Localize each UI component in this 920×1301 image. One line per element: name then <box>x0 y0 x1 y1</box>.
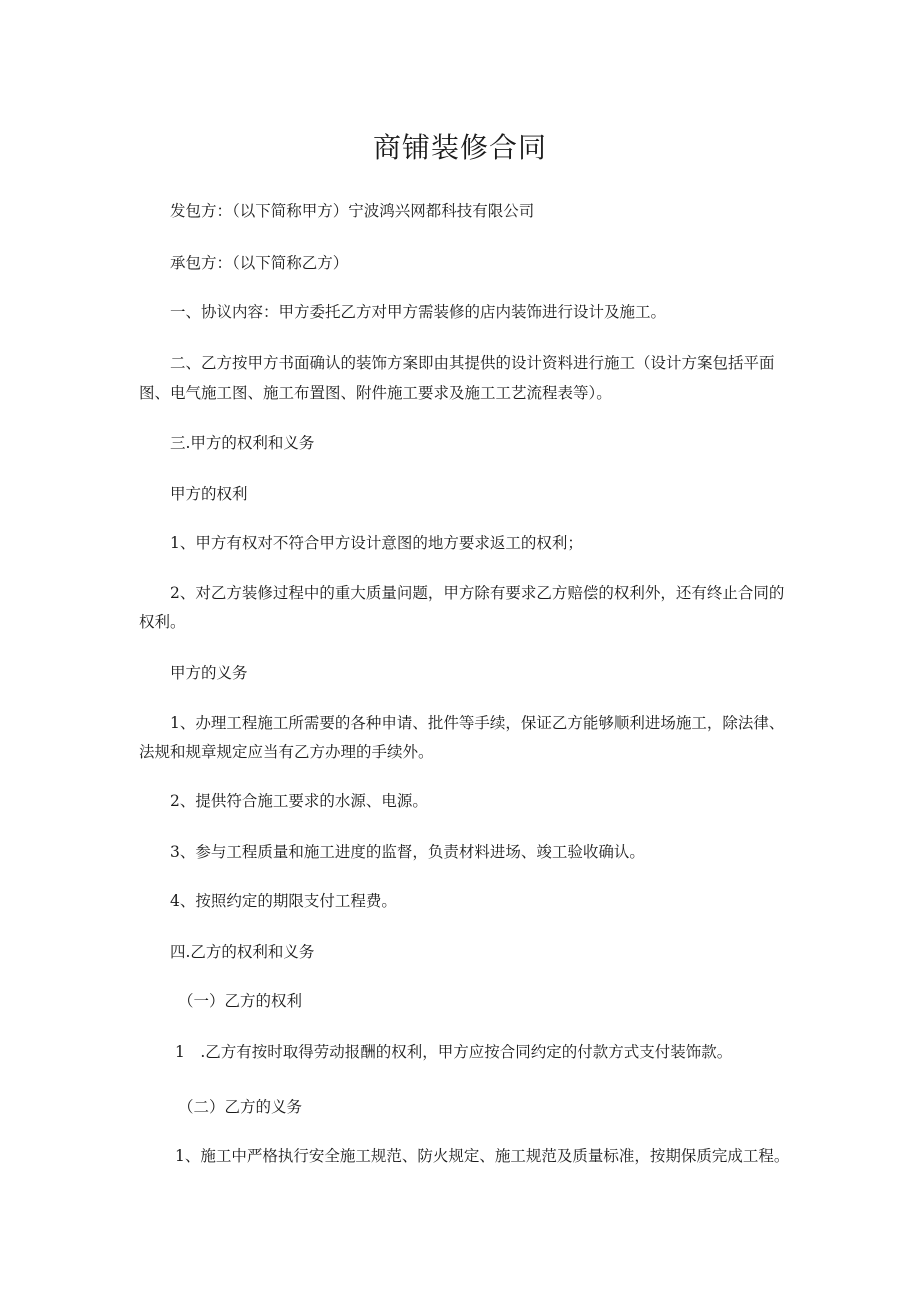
party-b-duty-1: 1、施工中严格执行安全施工规范、防火规定、施工规范及质量标准，按期保质完成工程。 <box>175 1147 790 1165</box>
party-a-duty-1-line-1: 1、办理工程施工所需要的各种申请、批件等手续，保证乙方能够顺利进场施工，除法律、 <box>170 714 785 732</box>
party-a-duties-heading: 甲方的义务 <box>170 664 248 682</box>
party-a-right-2-line-1: 2、对乙方装修过程中的重大质量问题，甲方除有要求乙方赔偿的权利外，还有终止合同的 <box>170 584 785 602</box>
party-b-duties-heading: （二）乙方的义务 <box>178 1098 303 1116</box>
party-a-right-2-line-2: 权利。 <box>139 613 186 631</box>
party-a-duty-3: 3、参与工程质量和施工进度的监督，负责材料进场、竣工验收确认。 <box>170 843 645 861</box>
clause-2-line-1: 二、乙方按甲方书面确认的装饰方案即由其提供的设计资料进行施工（设计方案包括平面 <box>170 354 775 372</box>
clause-2-line-2: 图、电气施工图、施工布置图、附件施工要求及施工工艺流程表等）。 <box>139 384 612 402</box>
party-b-rights-heading: （一）乙方的权利 <box>178 992 303 1010</box>
party-a-right-1: 1、甲方有权对不符合甲方设计意图的地方要求返工的权利； <box>170 534 583 552</box>
party-a-duty-2: 2、提供符合施工要求的水源、电源。 <box>170 792 428 810</box>
party-b-right-1: 1 .乙方有按时取得劳动报酬的权利，甲方应按合同约定的付款方式支付装饰款。 <box>175 1043 733 1061</box>
party-a-rights-heading: 甲方的权利 <box>170 485 248 503</box>
party-a-duty-4: 4、按照约定的期限支付工程费。 <box>170 892 397 910</box>
party-a-duty-1-line-2: 法规和规章规定应当有乙方办理的手续外。 <box>139 743 434 761</box>
clause-1: 一、协议内容：甲方委托乙方对甲方需装修的店内装饰进行设计及施工。 <box>170 303 667 321</box>
clause-3-heading: 三.甲方的权利和义务 <box>170 434 315 452</box>
clause-4-heading: 四.乙方的权利和义务 <box>170 943 315 961</box>
party-a-line: 发包方：（以下简称甲方）宁波鸿兴网都科技有限公司 <box>170 202 535 220</box>
party-b-line: 承包方：（以下简称乙方） <box>170 254 349 272</box>
document-title: 商铺装修合同 <box>372 131 547 164</box>
